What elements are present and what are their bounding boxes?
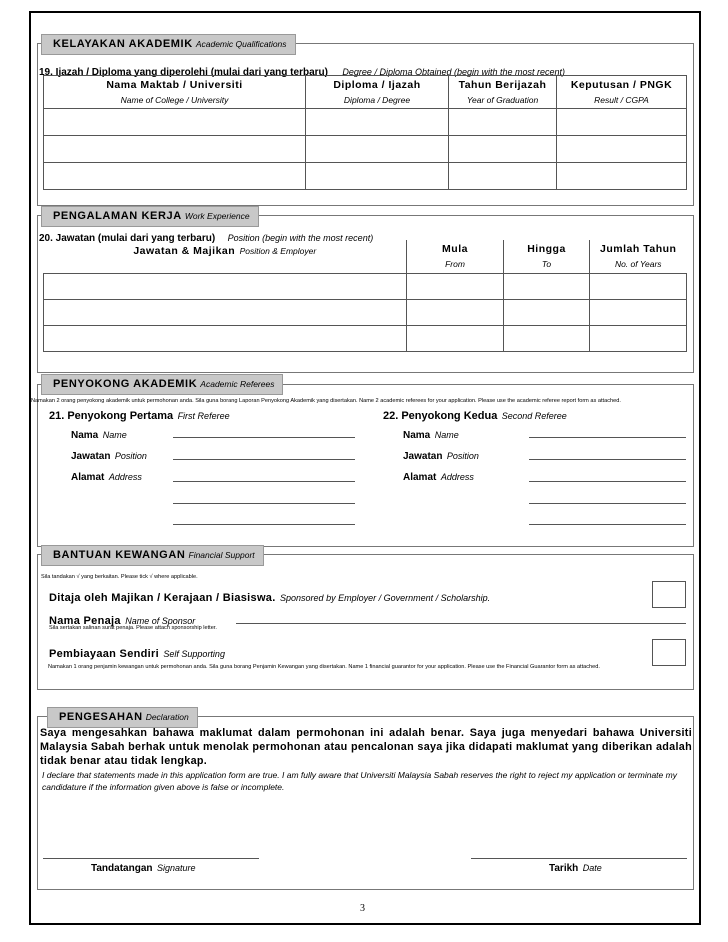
financial-instruction: Sila tandakan √ yang berkaitan. Please tick √ where applicable. — [41, 574, 198, 580]
self-supporting-checkbox[interactable] — [652, 639, 686, 666]
work-col-years: Jumlah Tahun No. of Years — [590, 240, 687, 273]
academic-cell[interactable] — [306, 163, 449, 190]
academic-cell[interactable] — [557, 109, 687, 136]
second-referee-address-field-2[interactable] — [529, 503, 686, 504]
referees-instruction: Namakan 2 orang penyokong akademik untuk permohonan anda. Sila guna borang Laporan Penyokong Akademik yang disertakan. Name 2 academic referees for your application. Please use the academic referee report form as attached. — [31, 398, 621, 404]
first-referee-address-field-1[interactable] — [173, 481, 355, 482]
work-cell[interactable] — [407, 325, 504, 351]
work-cell[interactable] — [590, 325, 687, 351]
second-referee-label-en: Second Referee — [501, 411, 567, 421]
second-referee-position: Jawatan Position — [403, 451, 479, 462]
academic-cell[interactable] — [44, 163, 306, 190]
academic-cell[interactable] — [306, 109, 449, 136]
page-number: 3 — [360, 903, 365, 914]
work-cell[interactable] — [504, 273, 590, 299]
academic-cell[interactable] — [44, 109, 306, 136]
academic-tab — [41, 34, 296, 55]
work-cell[interactable] — [407, 273, 504, 299]
self-supporting-label: Pembiayaan Sendiri — [49, 648, 159, 660]
work-cell[interactable] — [590, 273, 687, 299]
signature-label-en: Signature — [156, 863, 196, 873]
second-referee-name: Nama Name — [403, 430, 459, 441]
academic-table — [43, 75, 687, 190]
sponsor-name-label: Nama Penaja — [49, 615, 121, 627]
academic-cell[interactable] — [449, 109, 557, 136]
declaration-tab — [47, 707, 198, 728]
table-row — [44, 325, 687, 351]
first-referee-position-field[interactable] — [173, 459, 355, 460]
sponsor-note: Sila sertakan salinan surat penaja. Please attach sponsorship letter. — [49, 625, 217, 631]
first-referee-address-field-3[interactable] — [173, 524, 355, 525]
academic-cell[interactable] — [449, 163, 557, 190]
work-col-from: Mula From — [407, 240, 504, 273]
declaration-tab-subtitle: Declaration — [145, 712, 189, 722]
first-referee-address-field-2[interactable] — [173, 503, 355, 504]
date-label-row — [549, 858, 602, 876]
work-tab-title: PENGALAMAN KERJA — [53, 210, 182, 222]
date-label-en: Date — [582, 863, 602, 873]
table-row — [44, 109, 687, 136]
first-referee-name-field[interactable] — [173, 437, 355, 438]
work-cell[interactable] — [504, 299, 590, 325]
academic-cell[interactable] — [557, 163, 687, 190]
table-row — [44, 163, 687, 190]
second-referee-address-field-1[interactable] — [529, 481, 686, 482]
table-row — [44, 136, 687, 163]
second-referee-heading — [383, 406, 567, 424]
academic-col-diploma: Diploma / Ijazah Diploma / Degree — [306, 76, 449, 109]
sponsor-name-label-en: Name of Sponsor — [125, 616, 196, 626]
first-referee-name: Nama Name — [71, 430, 127, 441]
financial-tab-title: BANTUAN KEWANGAN — [53, 549, 186, 561]
first-referee-position: Jawatan Position — [71, 451, 147, 462]
work-cell[interactable] — [504, 325, 590, 351]
work-cell[interactable] — [44, 299, 407, 325]
work-question-label-en: Position (begin with the most recent) — [227, 233, 374, 243]
academic-question-label-en: Degree / Diploma Obtained (begin with the most recent) — [342, 67, 566, 77]
academic-col-result: Keputusan / PNGK Result / CGPA — [557, 76, 687, 109]
work-cell[interactable] — [44, 325, 407, 351]
sponsored-option — [49, 588, 490, 606]
declaration-tab-title: PENGESAHAN — [59, 711, 143, 723]
table-row — [44, 273, 687, 299]
first-referee-address: Alamat Address — [71, 472, 142, 483]
second-referee-label: 22. Penyokong Kedua — [383, 410, 498, 422]
self-supporting-option — [49, 644, 225, 662]
sponsored-label-en: Sponsored by Employer / Government / Scholarship. — [280, 593, 491, 603]
academic-cell[interactable] — [557, 136, 687, 163]
form-page — [29, 11, 701, 925]
sponsored-checkbox[interactable] — [652, 581, 686, 608]
work-table — [43, 240, 687, 352]
academic-tab-subtitle: Academic Qualifications — [195, 39, 287, 49]
academic-col-year: Tahun Berijazah Year of Graduation — [449, 76, 557, 109]
work-cell[interactable] — [44, 273, 407, 299]
academic-col-institution: Nama Maktab / Universiti Name of College / University — [44, 76, 306, 109]
academic-cell[interactable] — [449, 136, 557, 163]
first-referee-label: 21. Penyokong Pertama — [49, 410, 174, 422]
self-supporting-note: Namakan 1 orang penjamin kewangan untuk permohonan anda. Sila guna borang Penjamin Kewangan yang disertakan. Name 1 financial guarantor for your application. Please use the Financial Guarantor form as attached. — [48, 664, 600, 670]
work-col-to: Hingga To — [504, 240, 590, 273]
financial-tab-subtitle: Financial Support — [188, 550, 255, 560]
second-referee-address: Alamat Address — [403, 472, 474, 483]
second-referee-address-field-3[interactable] — [529, 524, 686, 525]
referees-tab-subtitle: Academic Referees — [200, 379, 275, 389]
work-cell[interactable] — [407, 299, 504, 325]
referees-tab-title: PENYOKONG AKADEMIK — [53, 378, 198, 390]
work-cell[interactable] — [590, 299, 687, 325]
academic-tab-title: KELAYAKAN AKADEMIK — [53, 38, 193, 50]
first-referee-label-en: First Referee — [177, 411, 230, 421]
second-referee-name-field[interactable] — [529, 437, 686, 438]
table-row — [44, 299, 687, 325]
work-question-label: 20. Jawatan (mulai dari yang terbaru) — [39, 233, 216, 244]
academic-cell[interactable] — [44, 136, 306, 163]
referees-tab — [41, 374, 283, 395]
financial-tab — [41, 545, 264, 566]
self-supporting-label-en: Self Supporting — [163, 649, 225, 659]
sponsored-label: Ditaja oleh Majikan / Kerajaan / Biasiswa. — [49, 592, 276, 604]
date-label: Tarikh — [549, 863, 579, 874]
declaration-text-en: I declare that statements made in this application form are true. I am fully aware that Universiti Malaysia Sabah reserves the right to reject my application or terminate my candidature if the information given above is false or incomplete. — [42, 770, 677, 792]
signature-label-row — [91, 858, 195, 876]
declaration-text-ms: Saya mengesahkan bahawa maklumat dalam permohonan ini adalah benar. Saya juga menyedari bahawa Universiti Malaysia Sabah berhak untuk menolak permohonan atau pencalonan saya jika didapati maklumat yang diberikan adalah tidak benar atau tidak lengkap. — [40, 727, 692, 767]
work-tab-subtitle: Work Experience — [184, 211, 250, 221]
sponsor-name-field[interactable] — [236, 623, 686, 624]
second-referee-position-field[interactable] — [529, 459, 686, 460]
work-tab — [41, 206, 259, 227]
signature-label: Tandatangan — [91, 863, 153, 874]
work-col-position: Jawatan & Majikan Position & Employer — [44, 240, 407, 273]
first-referee-heading — [49, 406, 230, 424]
academic-cell[interactable] — [306, 136, 449, 163]
academic-question-label: 19. Ijazah / Diploma yang diperolehi (mulai dari yang terbaru) — [39, 67, 328, 78]
